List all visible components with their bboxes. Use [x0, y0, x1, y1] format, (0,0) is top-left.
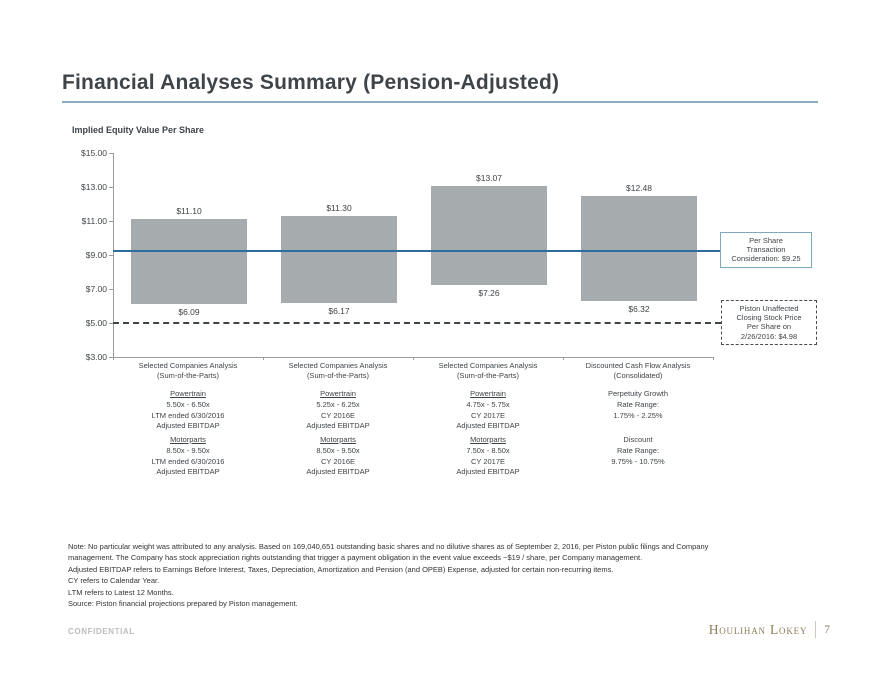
callout-line: Transaction [746, 245, 786, 255]
footer-brand [709, 621, 830, 638]
unaffected-price-line [113, 322, 721, 324]
brand-logo: Houlihan Lokey [708, 621, 808, 637]
footnote-line: CY refers to Calendar Year. [68, 576, 160, 586]
category-name [263, 361, 413, 380]
y-axis-label: $15.00 [81, 147, 107, 158]
category-name-line: Selected Companies Analysis [438, 361, 538, 370]
y-axis-label: $3.00 [85, 351, 107, 362]
section-line: 5.25x - 6.25x [316, 399, 360, 409]
confidential-label: CONFIDENTIAL [68, 627, 135, 636]
transaction-callout-box [720, 232, 812, 268]
category-name-line: (Consolidated) [613, 370, 663, 380]
y-axis-tick [109, 221, 113, 222]
y-axis-tick [109, 153, 113, 154]
callout-line: Per Share [749, 236, 783, 245]
section-line: CY 2017E [470, 410, 506, 420]
section-title: Powertrain [470, 389, 506, 398]
y-axis-tick [109, 255, 113, 256]
section-title: Powertrain [170, 389, 206, 398]
page-number: 7 [824, 623, 830, 636]
category-column [563, 361, 713, 481]
range-bar [281, 216, 397, 303]
section-line: 8.50x - 9.50x [166, 445, 210, 455]
category-section [113, 435, 263, 481]
section-line: 9.75% - 10.75% [611, 456, 665, 466]
category-name-line: Selected Companies Analysis [138, 361, 238, 370]
footnote-line: Adjusted EBITDAP refers to Earnings Before Interest, Taxes, Depreciation, Amortization and Pension (and OPEB) Expense, adjusted for certain non-recurring items. [68, 564, 614, 574]
category-name-line: (Sum-of-the-Parts) [156, 370, 220, 380]
section-line: CY 2017E [470, 456, 506, 466]
category-section [113, 389, 263, 435]
bar-high-label: $11.30 [326, 202, 352, 213]
footer-divider [815, 621, 816, 638]
section-line: CY 2016E [320, 410, 356, 420]
category-column [113, 361, 263, 481]
footnotes [68, 541, 708, 609]
section-line: Rate Range: [616, 399, 660, 409]
section-title: Perpetuity Growth [607, 389, 669, 398]
section-line: Adjusted EBITDAP [456, 421, 520, 431]
y-axis-tick [109, 187, 113, 188]
section-title: Discount [623, 435, 653, 444]
bar-high-label: $11.10 [176, 206, 202, 217]
y-axis-tick [109, 289, 113, 290]
category-section [563, 435, 713, 481]
range-bar [581, 196, 697, 301]
section-title: Motorparts [170, 435, 206, 444]
y-axis-label: $7.00 [85, 283, 107, 294]
y-axis-label: $13.00 [81, 181, 107, 192]
bar-low-label: $6.09 [178, 307, 200, 318]
range-bar [431, 186, 547, 285]
callout-line: Piston Unaffected [739, 304, 799, 313]
x-axis-tick [263, 357, 264, 360]
category-name [113, 361, 263, 380]
category-section [413, 435, 563, 481]
y-axis-label: $5.00 [85, 317, 107, 328]
x-axis-tick [563, 357, 564, 360]
footnote-line: Source: Piston financial projections prepared by Piston management. [68, 599, 298, 609]
category-name-line: (Sum-of-the-Parts) [456, 370, 520, 380]
title-underline [62, 101, 818, 103]
section-line: Adjusted EBITDAP [156, 467, 220, 477]
footnote-line: management. The Company has stock appreciation rights outstanding that trigger a payment obligation in the event value exceeds ~$19 / share, per Company management. [68, 553, 643, 563]
callout-line: Per Share on [746, 322, 792, 332]
category-name [413, 361, 563, 380]
category-column [413, 361, 563, 481]
section-title: Powertrain [320, 389, 356, 398]
bar-low-label: $6.32 [628, 303, 650, 314]
chart-title: Implied Equity Value Per Share [72, 125, 205, 135]
x-axis-tick [113, 357, 114, 360]
x-axis-tick [713, 357, 714, 360]
callout-line: Consideration: $9.25 [731, 254, 801, 264]
category-name-line: (Sum-of-the-Parts) [306, 370, 370, 380]
section-line: CY 2016E [320, 456, 356, 466]
callout-line: 2/26/2016: $4.98 [740, 331, 798, 341]
category-name-line: Selected Companies Analysis [288, 361, 388, 370]
section-line: LTM ended 6/30/2016 [151, 410, 225, 420]
section-line: Adjusted EBITDAP [156, 421, 220, 431]
section-line: 5.50x - 6.50x [166, 399, 210, 409]
y-axis-label: $11.00 [81, 215, 107, 226]
bar-low-label: $7.26 [478, 287, 500, 298]
y-axis-label: $9.00 [85, 249, 107, 260]
section-line: Adjusted EBITDAP [306, 421, 370, 431]
category-name-line: Discounted Cash Flow Analysis [585, 361, 691, 370]
category-section [413, 389, 563, 435]
category-section [263, 435, 413, 481]
callout-line: Closing Stock Price [736, 313, 802, 323]
plot-area [113, 153, 714, 358]
section-title: Motorparts [470, 435, 506, 444]
category-section [263, 389, 413, 435]
section-title: Motorparts [320, 435, 356, 444]
section-line: 1.75% - 2.25% [613, 410, 663, 420]
bar-high-label: $12.48 [626, 182, 652, 193]
bar-low-label: $6.17 [328, 306, 350, 317]
x-axis-tick [413, 357, 414, 360]
category-column [263, 361, 413, 481]
section-line: 8.50x - 9.50x [316, 445, 360, 455]
category-name [563, 361, 713, 380]
section-line: 7.50x - 8.50x [466, 445, 510, 455]
section-line: Rate Range: [616, 445, 660, 455]
section-line: Adjusted EBITDAP [456, 467, 520, 477]
transaction-price-line [113, 250, 720, 252]
section-line: Adjusted EBITDAP [306, 467, 370, 477]
section-line: LTM ended 6/30/2016 [151, 456, 225, 466]
footnote-line: Note: No particular weight was attributed to any analysis. Based on 169,040,651 outstanding basic shares and no dilutive shares as of September 2, 2016, per Piston public filings and Company [68, 542, 709, 551]
section-line: 4.75x - 5.75x [466, 399, 510, 409]
bar-high-label: $13.07 [476, 172, 502, 183]
category-section [563, 389, 713, 435]
category-labels [113, 361, 713, 481]
footnote-line: LTM refers to Latest 12 Months. [68, 587, 174, 597]
page-title: Financial Analyses Summary (Pension-Adjusted) [62, 71, 560, 94]
unaffected-callout-box [721, 300, 817, 345]
range-bar [131, 219, 247, 304]
